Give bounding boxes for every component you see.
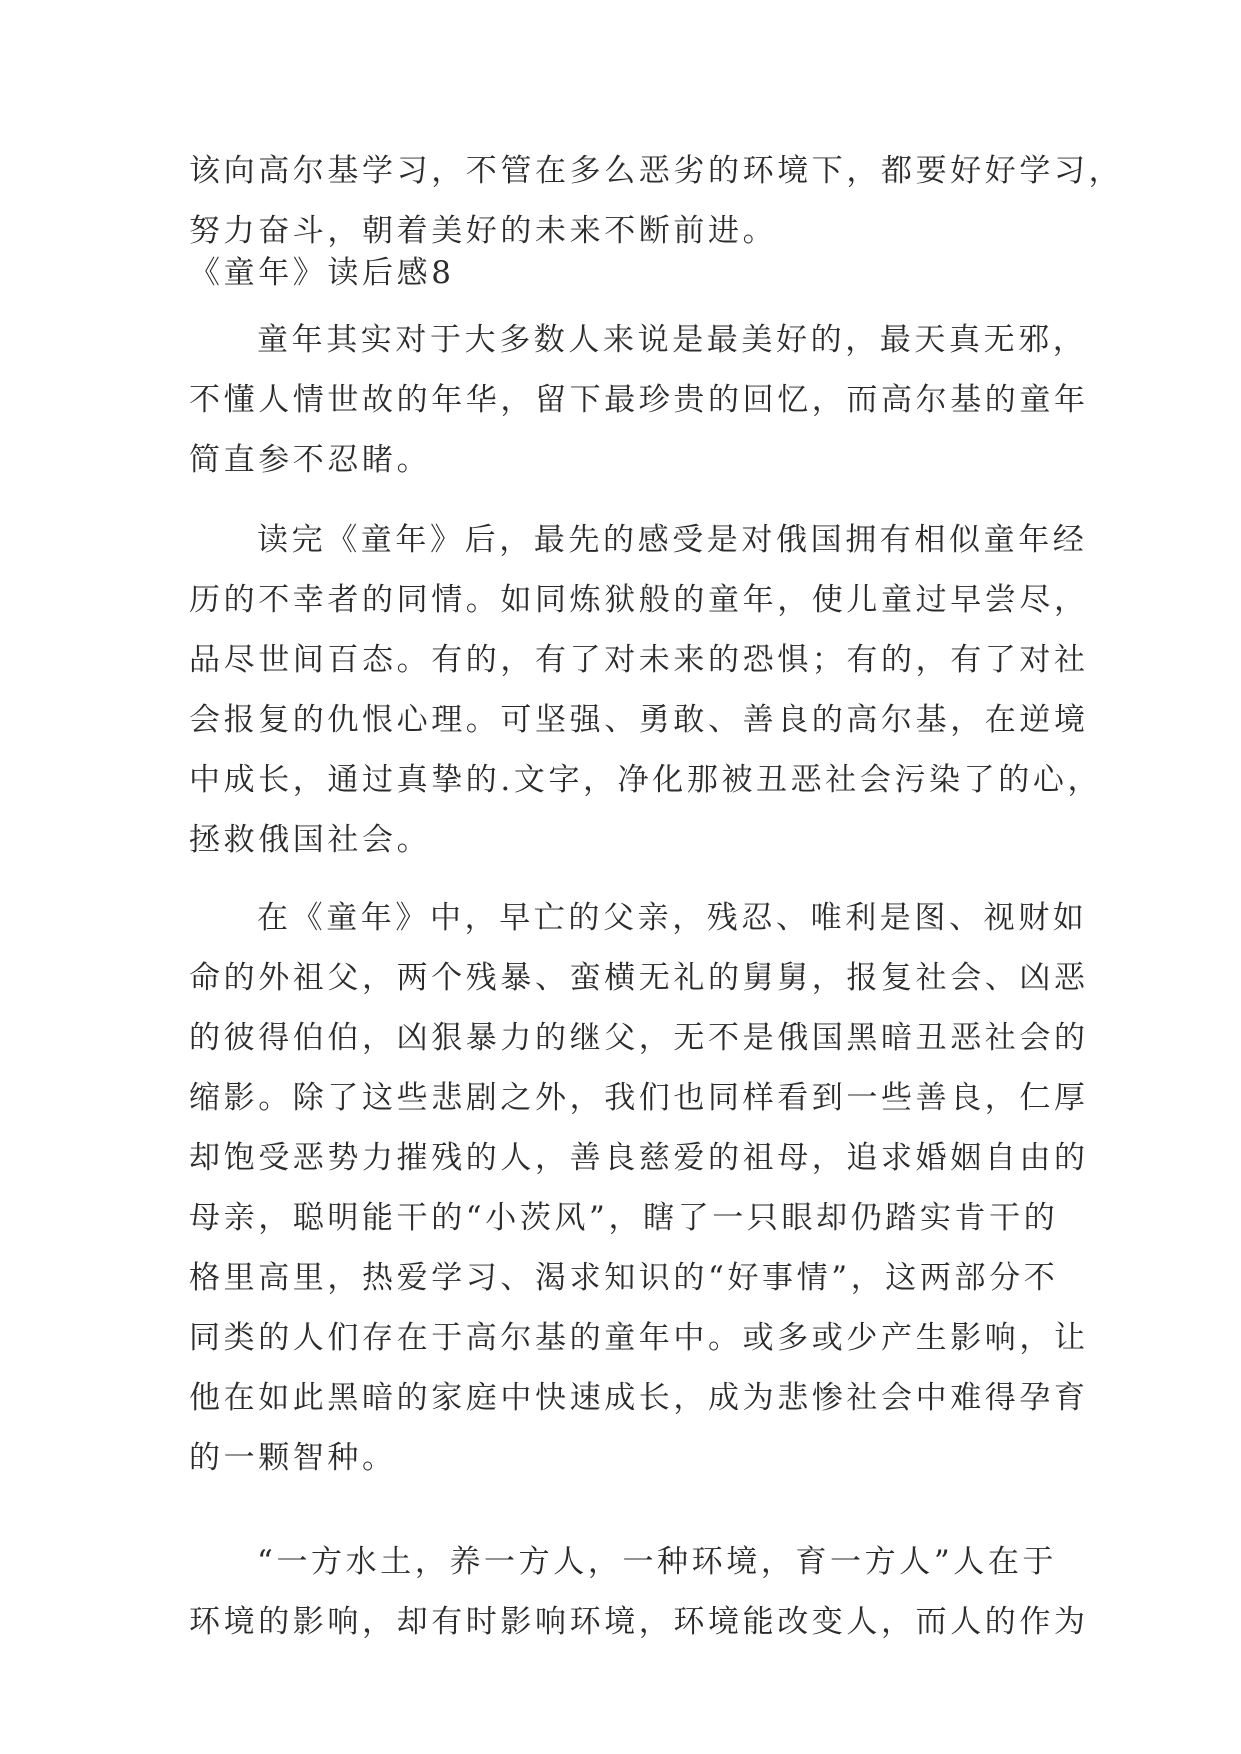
text-line: 拯救俄国社会。 — [189, 822, 432, 858]
text-line: 品尽世间百态。有的，有了对未来的恐惧；有的，有了对社 — [189, 642, 1089, 678]
text-line: 不懂人情世故的年华，留下最珍贵的回忆，而高尔基的童年 — [189, 382, 1089, 418]
text-line: 努力奋斗，朝着美好的未来不断前进。 — [189, 213, 778, 249]
paragraph-1 — [189, 310, 1089, 490]
text-line: 简直参不忍睹。 — [189, 442, 432, 478]
paragraph-2 — [189, 510, 1103, 870]
text-line: 历的不幸者的同情。如同炼狱般的童年，使儿童过早尝尽， — [189, 582, 1089, 618]
text-line: 缩影。除了这些悲剧之外，我们也同样看到一些善良，仁厚 — [189, 1080, 1089, 1116]
text-line: 该向高尔基学习，不管在多么恶劣的环境下，都要好好学习， — [189, 153, 1124, 189]
text-line: “一方水土，养一方人，一种环境，育一方人”人在于 — [257, 1544, 1058, 1580]
paragraph-3 — [189, 888, 1089, 1488]
text-line: 童年其实对于大多数人来说是最美好的，最天真无邪， — [257, 322, 1088, 358]
text-line: 他在如此黑暗的家庭中快速成长，成为悲惨社会中难得孕育 — [189, 1380, 1089, 1416]
heading-text: 《童年》读后感8 — [189, 255, 455, 291]
text-line: 的彼得伯伯，凶狠暴力的继父，无不是俄国黑暗丑恶社会的 — [189, 1020, 1089, 1056]
text-line: 命的外祖父，两个残暴、蛮横无礼的舅舅，报复社会、凶恶 — [189, 960, 1089, 996]
section-heading — [189, 243, 1061, 303]
text-line: 却饱受恶势力摧残的人，善良慈爱的祖母，追求婚姻自由的 — [189, 1140, 1089, 1176]
text-line: 在《童年》中，早亡的父亲，残忍、唯利是图、视财如 — [257, 900, 1088, 936]
text-line: 会报复的仇恨心理。可坚强、勇敢、善良的高尔基，在逆境 — [189, 702, 1089, 738]
text-line: 的一颗智种。 — [189, 1440, 397, 1476]
text-line: 格里高里，热爱学习、渴求知识的“好事情”，这两部分不 — [189, 1260, 1059, 1296]
text-line: 母亲，聪明能干的“小茨风”，瞎了一只眼却仍踏实肯干的 — [189, 1200, 1059, 1236]
text-line: 读完《童年》后，最先的感受是对俄国拥有相似童年经 — [257, 522, 1088, 558]
text-line: 中成长，通过真挚的.文字，净化那被丑恶社会污染了的心， — [189, 762, 1103, 798]
text-line: 环境的影响，却有时影响环境，环境能改变人，而人的作为 — [189, 1604, 1089, 1640]
paragraph-4 — [189, 1532, 1089, 1652]
text-line: 同类的人们存在于高尔基的童年中。或多或少产生影响，让 — [189, 1320, 1089, 1356]
